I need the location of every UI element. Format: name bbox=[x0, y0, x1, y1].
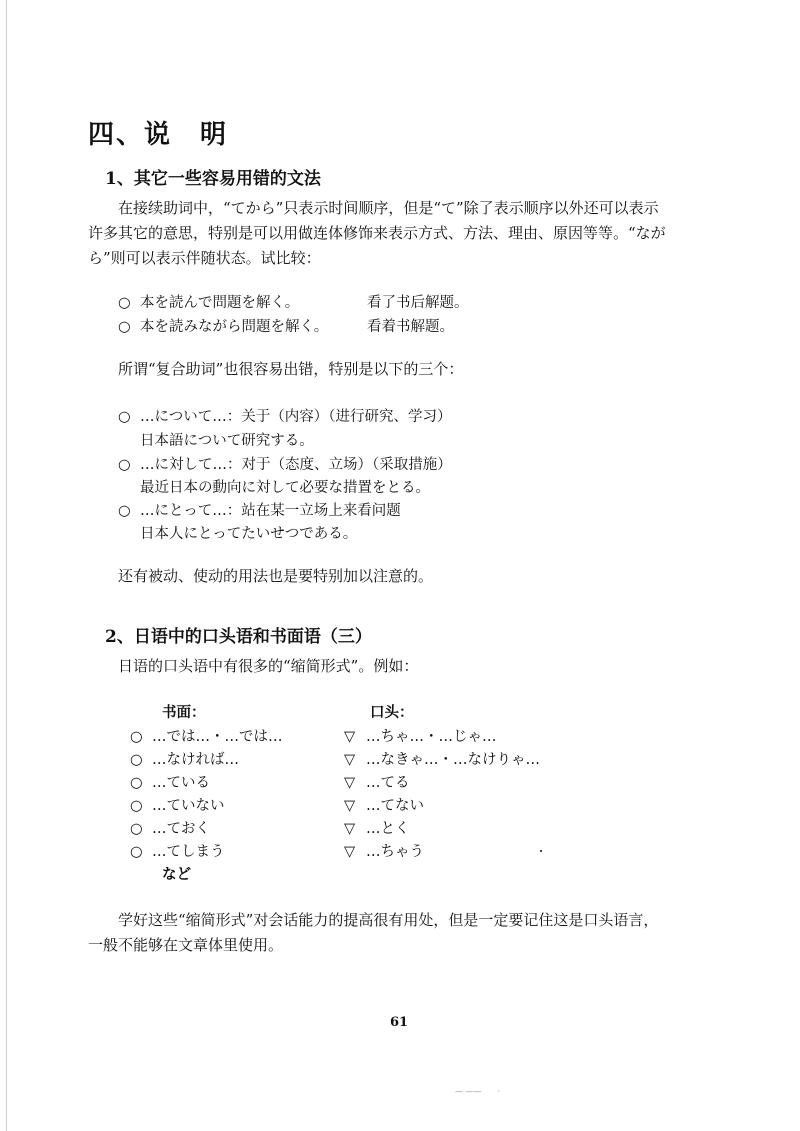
compound-item bbox=[118, 405, 451, 426]
circle-bullet-icon: ○ bbox=[130, 729, 143, 745]
spoken-form: …ちゃ…・…じゃ… bbox=[366, 729, 497, 745]
written-form: …ておく bbox=[152, 821, 210, 837]
compound-example: 最近日本の動向に対して必要な措置をとる。 bbox=[140, 480, 430, 496]
section1-para-line-1: 在接续助词中，“てから”只表示时间顺序，但是“て”除了表示顺序以外还可以表示 bbox=[118, 199, 659, 217]
triangle-bullet-icon: ▽ bbox=[344, 752, 356, 768]
written-form: …なければ… bbox=[152, 752, 239, 768]
triangle-bullet-icon: ▽ bbox=[344, 798, 356, 814]
form-pair-row bbox=[130, 748, 540, 769]
section2-conclusion-line-2: 一般不能够在文章体里使用。 bbox=[88, 936, 284, 954]
compound-head: …にとって…：站在某一立场上来看问题 bbox=[140, 503, 401, 519]
etc-label: など bbox=[162, 866, 191, 883]
compound-intro: 所谓“复合助词”也很容易出错，特别是以下的三个： bbox=[118, 360, 464, 378]
circle-bullet-icon: ○ bbox=[130, 798, 143, 814]
written-form: …ていない bbox=[152, 798, 225, 814]
written-column-header: 书面： bbox=[162, 704, 206, 721]
section1-para-line-3: ら”则可以表示伴随状态。试比较： bbox=[88, 249, 321, 267]
form-pair-row bbox=[130, 725, 497, 746]
triangle-bullet-icon: ▽ bbox=[344, 844, 356, 860]
section1-closing: 还有被动、使动的用法也是要特别加以注意的。 bbox=[118, 567, 434, 585]
section1-title: 1、其它一些容易用错的文法 bbox=[105, 169, 321, 189]
compound-example: 日本語について研究する。 bbox=[140, 433, 314, 449]
example-row bbox=[118, 291, 469, 312]
circle-bullet-icon: ○ bbox=[118, 319, 131, 335]
circle-bullet-icon: ○ bbox=[118, 503, 131, 519]
form-pair-row bbox=[130, 840, 424, 861]
spoken-form: …とく bbox=[366, 821, 410, 837]
compound-item bbox=[118, 499, 401, 520]
scan-artifacts: — —— · bbox=[455, 1087, 501, 1096]
written-form: …てしまう bbox=[152, 844, 225, 860]
section1-para-line-2: 许多其它的意思，特别是可以用做连体修饰来表示方式、方法、理由、原因等等。“なが bbox=[88, 224, 666, 242]
circle-bullet-icon: ○ bbox=[130, 844, 143, 860]
example-row bbox=[118, 315, 454, 336]
circle-bullet-icon: ○ bbox=[118, 409, 131, 425]
circle-bullet-icon: ○ bbox=[130, 775, 143, 791]
circle-bullet-icon: ○ bbox=[130, 821, 143, 837]
compound-example: 日本人にとってたいせつである。 bbox=[140, 526, 358, 542]
scan-speck bbox=[540, 850, 542, 852]
example-japanese: 本を読んで問題を解く。 bbox=[140, 295, 300, 311]
triangle-bullet-icon: ▽ bbox=[344, 729, 356, 745]
example-japanese: 本を読みながら問題を解く。 bbox=[140, 319, 329, 335]
form-pair-row bbox=[130, 794, 424, 815]
circle-bullet-icon: ○ bbox=[118, 295, 131, 311]
circle-bullet-icon: ○ bbox=[130, 752, 143, 768]
spoken-form: …ちゃう bbox=[366, 844, 424, 860]
chapter-heading: 四、说 明 bbox=[88, 120, 229, 150]
triangle-bullet-icon: ▽ bbox=[344, 821, 356, 837]
written-form: …では…・…では… bbox=[152, 729, 283, 745]
example-chinese: 看着书解题。 bbox=[367, 319, 454, 335]
compound-item bbox=[118, 453, 452, 474]
spoken-column-header: 口头： bbox=[370, 704, 414, 721]
section2-intro: 日语的口头语中有很多的“缩简形式”。例如： bbox=[118, 657, 419, 675]
spoken-form: …てる bbox=[366, 775, 410, 791]
section2-title: 2、日语中的口头语和书面语（三） bbox=[105, 627, 372, 647]
section2-conclusion-line-1: 学好这些“缩简形式”对会话能力的提高很有用处，但是一定要记住这是口头语言， bbox=[118, 911, 659, 929]
scan-edge-line bbox=[6, 0, 7, 1131]
spoken-form: …なきゃ…・…なけりゃ… bbox=[366, 752, 540, 768]
circle-bullet-icon: ○ bbox=[118, 457, 131, 473]
compound-head: …に対して…：对于（态度、立场）（采取措施） bbox=[140, 457, 452, 473]
spoken-form: …てない bbox=[366, 798, 424, 814]
form-pair-row bbox=[130, 771, 410, 792]
page-number: 61 bbox=[390, 1015, 409, 1030]
form-pair-row bbox=[130, 817, 410, 838]
written-form: …ている bbox=[152, 775, 210, 791]
triangle-bullet-icon: ▽ bbox=[344, 775, 356, 791]
example-chinese: 看了书后解题。 bbox=[367, 295, 469, 311]
compound-head: …について…：关于（内容）（进行研究、学习） bbox=[140, 409, 452, 425]
